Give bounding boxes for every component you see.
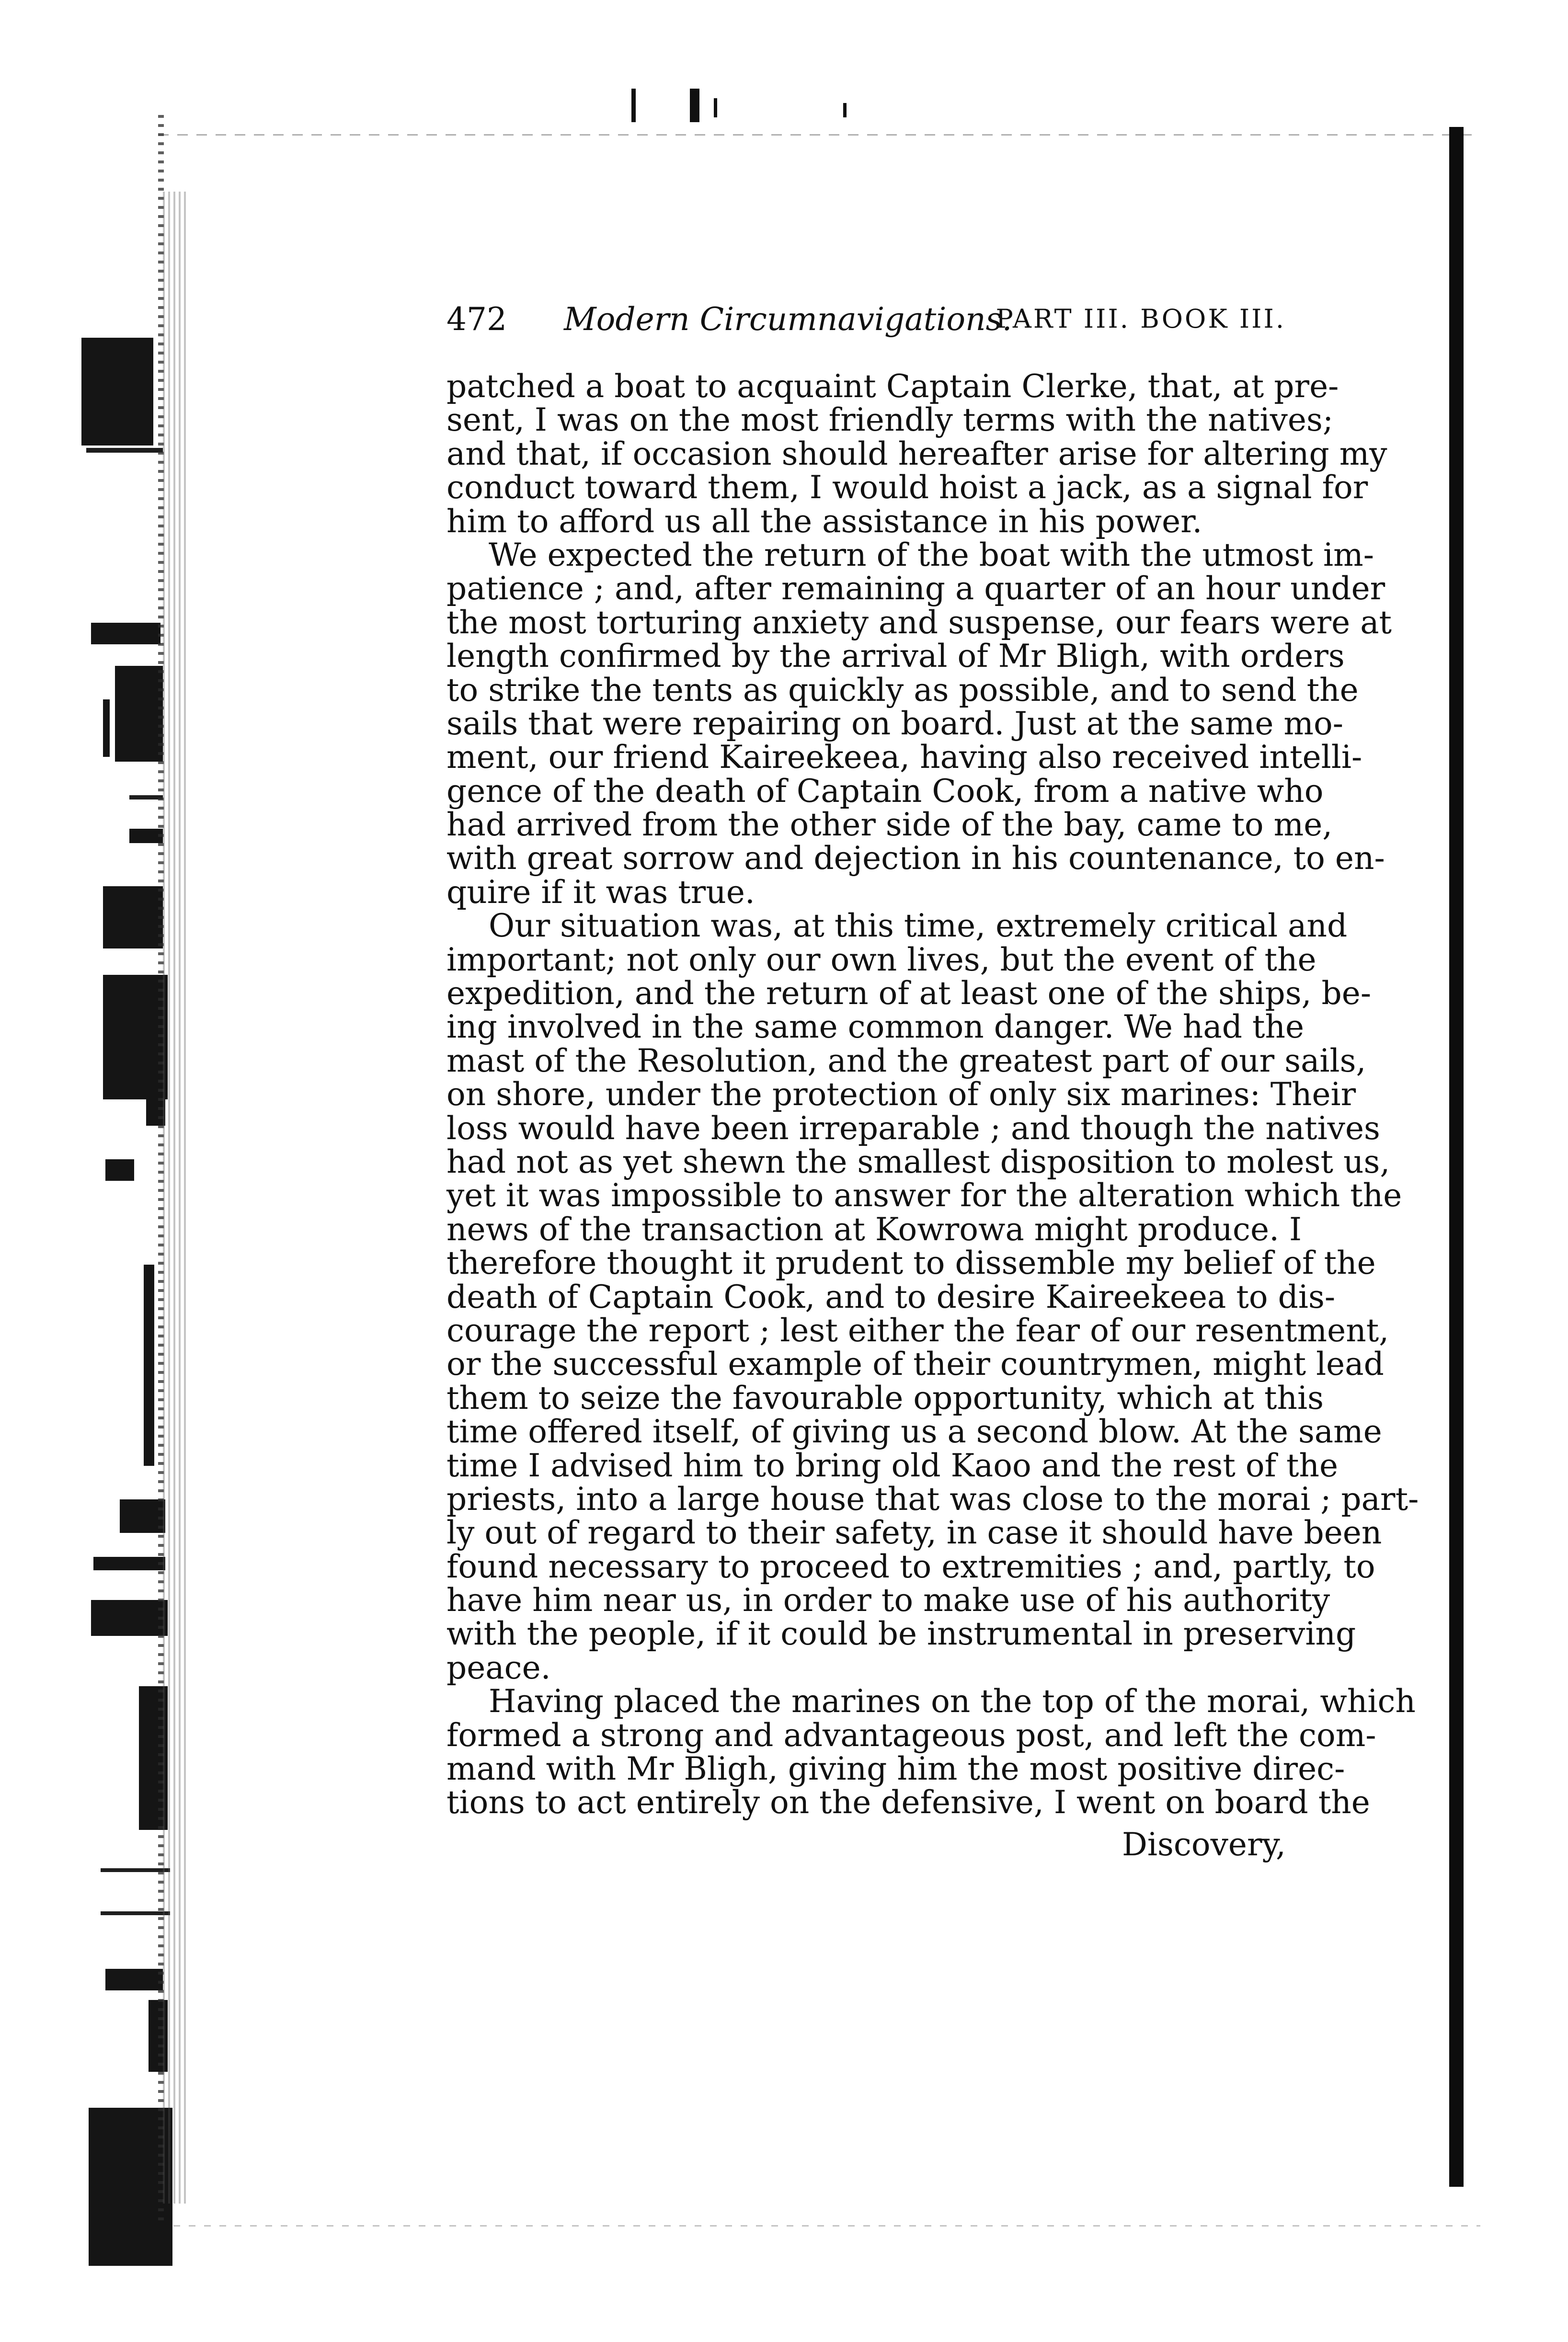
gutter-shadow xyxy=(103,699,110,757)
page-body xyxy=(446,368,1419,1821)
gutter-shadow xyxy=(105,1159,134,1181)
gutter-shadow xyxy=(91,623,160,644)
text-line: found necessary to proceed to extremities ; and, partly, to xyxy=(446,1548,1375,1585)
text-line: length confirmed by the arrival of Mr Bligh, with orders xyxy=(446,638,1345,675)
gutter-shadow xyxy=(86,448,163,453)
scan-mark xyxy=(631,89,636,122)
text-line: expedition, and the return of at least one of the ships, be- xyxy=(446,975,1372,1012)
scan-mark xyxy=(690,89,699,122)
text-line: We expected the return of the boat with the utmost im- xyxy=(489,536,1374,573)
text-line: tions to act entirely on the defensive, I went on board the xyxy=(446,1784,1370,1821)
running-title: Modern Circumnavigations. xyxy=(564,301,1012,338)
text-line: conduct toward them, I would hoist a jack, as a signal for xyxy=(446,469,1368,506)
text-line: priests, into a large house that was close to the morai ; part- xyxy=(446,1480,1419,1518)
text-line: on shore, under the protection of only six marines: Their xyxy=(446,1076,1356,1113)
gutter-shadow xyxy=(93,1557,165,1570)
gutter-shadow xyxy=(81,338,153,446)
catchword: Discovery, xyxy=(1122,1826,1286,1863)
text-line: with the people, if it could be instrumental in preserving xyxy=(446,1615,1356,1653)
text-line: with great sorrow and dejection in his countenance, to en- xyxy=(446,840,1385,877)
text-line: gence of the death of Captain Cook, from a native who xyxy=(446,772,1324,810)
text-line: death of Captain Cook, and to desire Kaireekeea to dis- xyxy=(446,1278,1336,1315)
text-line: quire if it was true. xyxy=(446,873,755,911)
text-line: time I advised him to bring old Kaoo and the rest of the xyxy=(446,1447,1339,1484)
text-line: yet it was impossible to answer for the alteration which the xyxy=(446,1177,1402,1214)
gutter-shadow xyxy=(103,886,163,948)
text-line: ing involved in the same common danger. We had the xyxy=(446,1008,1305,1046)
text-line: formed a strong and advantageous post, and left the com- xyxy=(446,1716,1376,1754)
text-line: mast of the Resolution, and the greatest part of our sails, xyxy=(446,1042,1366,1079)
text-line: Our situation was, at this time, extremely critical and xyxy=(489,907,1348,945)
text-line: sent, I was on the most friendly terms with the natives; xyxy=(446,401,1334,439)
text-line: patience ; and, after remaining a quarter of an hour under xyxy=(446,570,1385,607)
text-line: the most torturing anxiety and suspense, our fears were at xyxy=(446,604,1392,641)
text-line: and that, if occasion should hereafter arise for altering my xyxy=(446,435,1387,472)
page-number: 472 xyxy=(446,301,507,338)
text-line: ment, our friend Kaireekeea, having also received intelli- xyxy=(446,739,1362,776)
running-head xyxy=(446,301,1286,344)
text-line: have him near us, in order to make use of his authority xyxy=(446,1582,1330,1619)
text-line: courage the report ; lest either the fear of our resentment, xyxy=(446,1312,1389,1349)
book-gutter-binding xyxy=(0,0,201,2342)
gutter-shadow xyxy=(115,666,163,762)
gutter-shadow xyxy=(91,1600,168,1636)
text-line: mand with Mr Bligh, giving him the most positive direc- xyxy=(446,1750,1345,1788)
text-line: them to seize the favourable opportunity, which at this xyxy=(446,1379,1324,1417)
gutter-speckle xyxy=(163,192,189,2204)
scan-mark xyxy=(714,98,717,117)
page-edge-shadow xyxy=(1449,127,1464,2187)
text-line: to strike the tents as quickly as possible, and to send the xyxy=(446,671,1359,708)
scan-mark xyxy=(843,103,847,117)
text-line: sails that were repairing on board. Just at the same mo- xyxy=(446,705,1344,742)
gutter-shadow xyxy=(105,1969,163,1990)
text-line: important; not only our own lives, but the event of the xyxy=(446,941,1316,978)
text-line: ly out of regard to their safety, in case it should have been xyxy=(446,1514,1382,1552)
text-line: time offered itself, of giving us a second blow. At the same xyxy=(446,1413,1382,1451)
gutter-shadow xyxy=(144,1265,154,1466)
text-line: or the successful example of their countrymen, might lead xyxy=(446,1346,1384,1383)
text-line: Having placed the marines on the top of the morai, which xyxy=(489,1683,1416,1720)
running-part: PART III. BOOK III. xyxy=(996,304,1286,334)
text-line: news of the transaction at Kowrowa might produce. I xyxy=(446,1211,1302,1248)
text-line: had arrived from the other side of the bay, came to me, xyxy=(446,806,1333,844)
text-line: him to afford us all the assistance in his power. xyxy=(446,503,1202,540)
scan-top-edge xyxy=(158,134,1480,136)
text-line: therefore thought it prudent to dissemble my belief of the xyxy=(446,1245,1376,1282)
scan-bottom-edge xyxy=(158,2225,1480,2227)
text-line: peace. xyxy=(446,1649,551,1686)
text-line: had not as yet shewn the smallest disposition to molest us, xyxy=(446,1143,1390,1180)
text-line: loss would have been irreparable ; and though the natives xyxy=(446,1109,1380,1147)
text-line: patched a boat to acquaint Captain Clerke, that, at pre- xyxy=(446,368,1339,405)
